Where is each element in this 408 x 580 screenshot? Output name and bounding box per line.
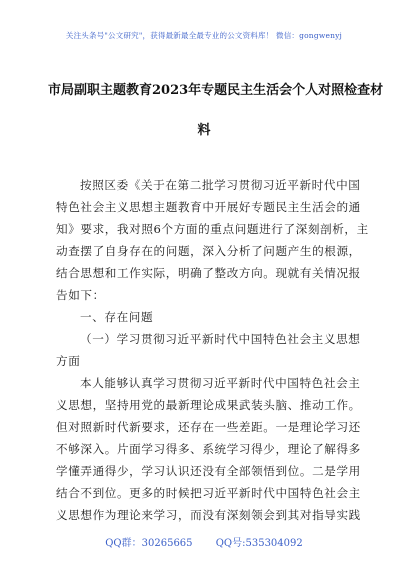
body-line: 但对照新时代新要求，还存在一些差距。一是理论学习还 [56,420,361,434]
contact-footer [0,534,408,549]
body-line: 学懂弄通得少，学习认识还没有全部领悟到位。二是学用 [56,464,361,478]
body-line: 按照区委《关于在第二批学习贯彻习近平新时代中国 [80,178,361,192]
body-line: 结合不到位。更多的时候把习近平新时代中国特色社会主 [56,486,361,500]
qq-group: QQ群：30265665 [105,538,193,549]
body-line: 告如下： [56,288,105,302]
subsection-heading-cont: 方面 [56,354,81,368]
body-line: 不够深入。片面学习得多、系统学习得少，理论了解得多 [56,442,361,456]
document-title-line-2: 料 [197,123,211,138]
body-line: 本人能够认真学习贯彻习近平新时代中国特色社会主 [80,376,361,390]
body-line: 义思想作为理论来学习，而没有深刻领会到其对指导实践 [56,508,361,522]
qq-number: QQ号:535304092 [215,538,303,549]
document-title-line-1: 市局副职主题教育2023年专题民主生活会个人对照检查材 [48,83,384,98]
section-heading: 一、存在问题 [80,310,154,324]
promo-header: 关注头条号"公文研究"，获得最新最全最专业的公文资料库！ 微信：gongwenyj [65,31,343,40]
body-line: 知》要求，我对照6个方面的重点问题进行了深刻剖析，主 [56,222,369,236]
body-line: 结合思想和工作实际，明确了整改方向。现就有关情况报 [56,266,361,280]
body-line: 动查摆了自身存在的问题，深入分析了问题产生的根源， [56,244,361,258]
body-line: 特色社会主义思想主题教育中开展好专题民主生活会的通 [56,200,361,214]
body-line: 义思想，坚持用党的最新理论成果武装头脑、推动工作。 [56,398,361,412]
subsection-heading: （一）学习贯彻习近平新时代中国特色社会主义思想 [80,332,361,346]
